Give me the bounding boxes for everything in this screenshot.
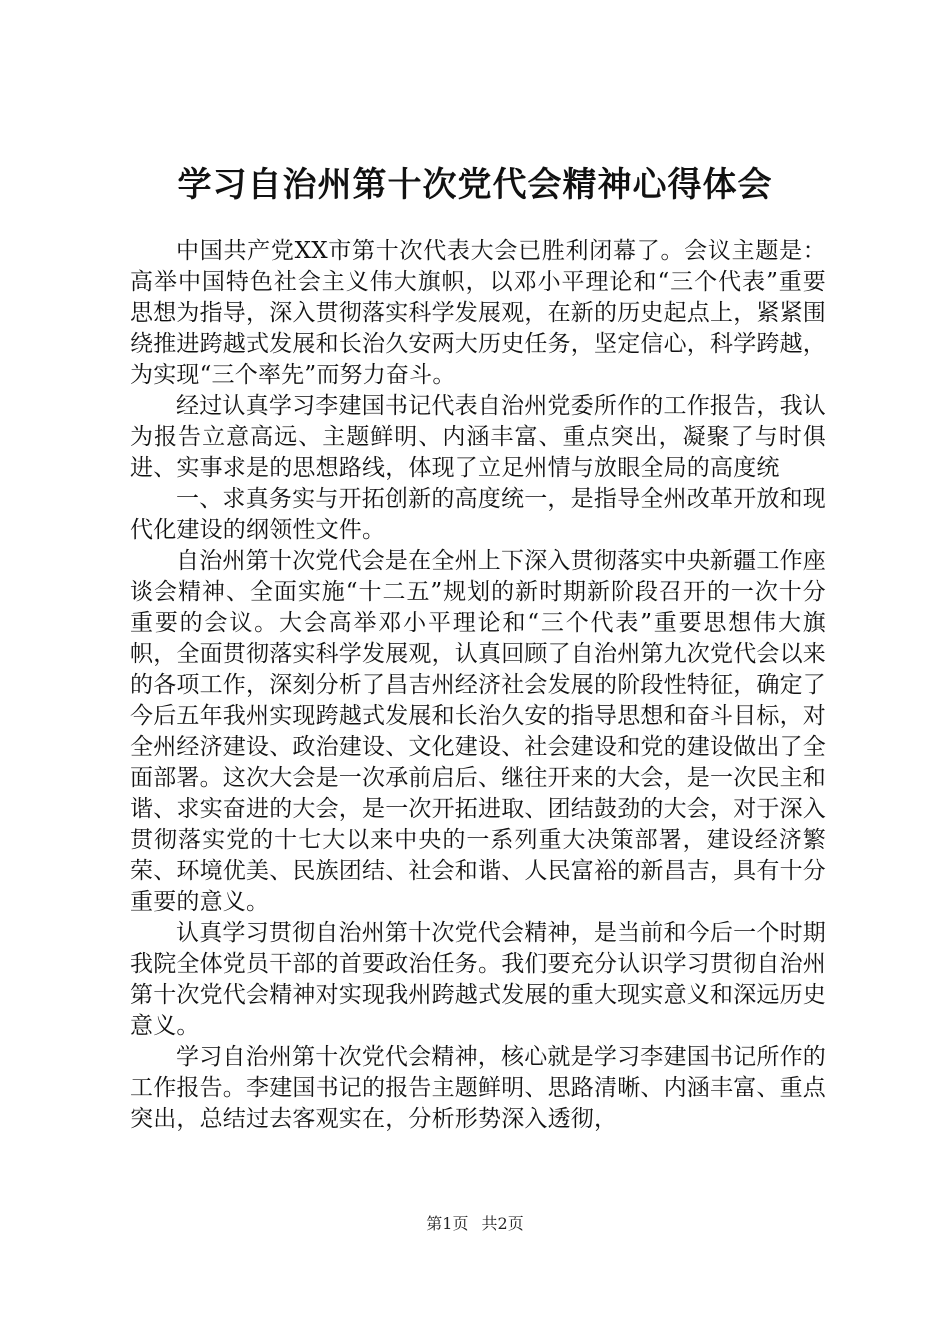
paragraph: 经过认真学习李建国书记代表自治州党委所作的工作报告，我认为报告立意高远、主题鲜明、内涵丰富、重点突出，凝聚了与时俱进、实事求是的思想路线，体现了立足州情与放眼全局的高度统: [130, 393, 826, 481]
page-footer: [0, 1213, 950, 1235]
paragraph: 一、求真务实与开拓创新的高度统一，是指导全州改革开放和现代化建设的纲领性文件。: [130, 486, 826, 543]
paragraph: 学习自治州第十次党代会精神，核心就是学习李建国书记所作的工作报告。李建国书记的报告主题鲜明、思路清晰、内涵丰富、重点突出，总结过去客观实在，分析形势深入透彻，: [130, 1044, 826, 1132]
paragraph: 自治州第十次党代会是在全州上下深入贯彻落实中央新疆工作座谈会精神、全面实施“十二五”规划的新时期新阶段召开的一次十分重要的会议。大会高举邓小平理论和“三个代表”重要思想伟大旗帜，全面贯彻落实科学发展观，认真回顾了自治州第九次党代会以来的各项工作，深刻分析了昌吉州经济社会发展的阶段性特征，确定了今后五年我州实现跨越式发展和长治久安的指导思想和奋斗目标，对全州经济建设、政治建设、文化建设、社会建设和党的建设做出了全面部署。这次大会是一次承前启后、继往开来的大会，是一次民主和谐、求实奋进的大会，是一次开拓进取、团结鼓劲的大会，对于深入贯彻落实党的十七大以来中央的一系列重大决策部署，建设经济繁荣、环境优美、民族团结、社会和谐、人民富裕的新昌吉，具有十分重要的意义。: [130, 548, 826, 915]
page-number-current: 第1页: [426, 1214, 469, 1233]
paragraph: 认真学习贯彻自治州第十次党代会精神，是当前和今后一个时期我院全体党员干部的首要政治任务。我们要充分认识学习贯彻自治州第十次党代会精神对实现我州跨越式发展的重大现实意义和深远历史意义。: [130, 920, 826, 1039]
document-body: [130, 236, 826, 1135]
paragraph: 中国共产党XX市第十次代表大会已胜利闭幕了。会议主题是：高举中国特色社会主义伟大旗帜，以邓小平理论和“三个代表”重要思想为指导，深入贯彻落实科学发展观，在新的历史起点上，紧紧围绕推进跨越式发展和长治久安两大历史任务，坚定信心，科学跨越，为实现“三个率先”而努力奋斗。: [130, 238, 826, 388]
page-number-total: 共2页: [481, 1214, 524, 1233]
document-title: 学习自治州第十次党代会精神心得体会: [177, 165, 773, 205]
